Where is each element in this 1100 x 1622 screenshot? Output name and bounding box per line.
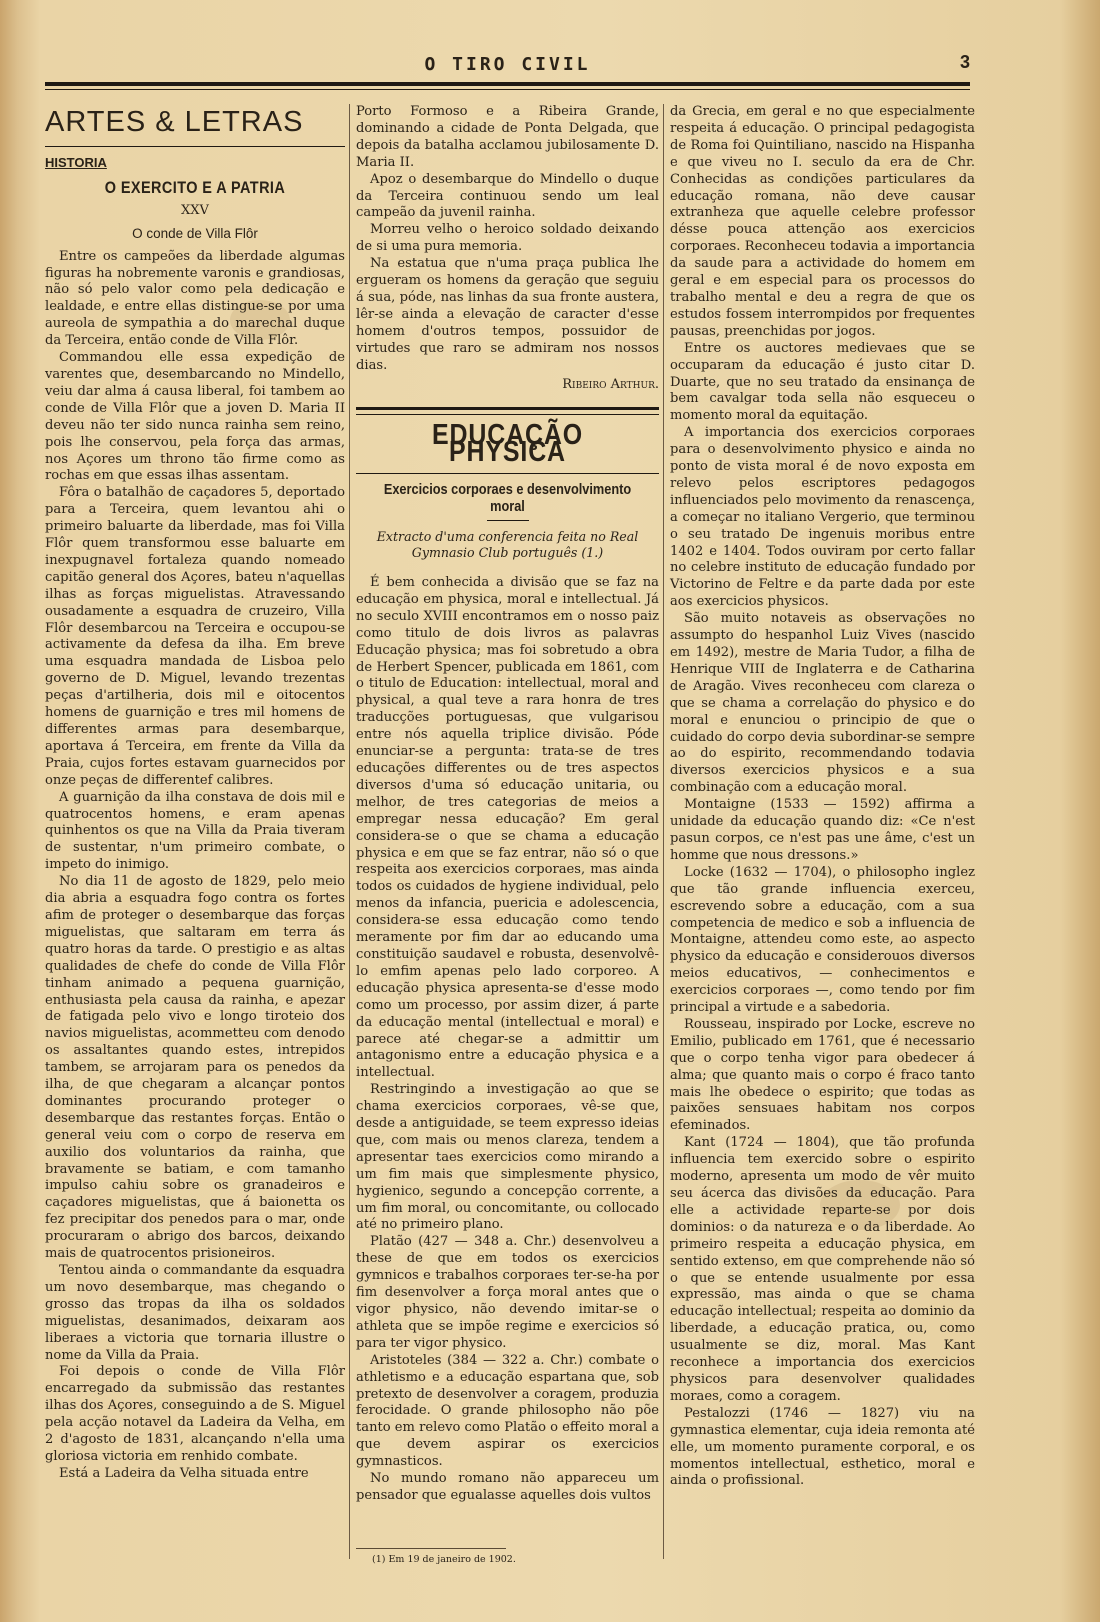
paragraph: No dia 11 de agosto de 1829, pelo meio dia abria a esquadra fogo contra os fortes afim de proteger o desembarque das forças miguelistas, que saltaram em terra ás quatro horas da tarde. O prestigio e as altas qualidades de chefe do conde de Villa Flôr tinham animado a pequena guarnição, enthusiasta pela causa da rainha, e apezar de fatigada pelo vivo e longo tiroteio dos navios miguelistas, acommetteu com denodo os assaltantes quando estes, intrepidos tambem, se arrojaram para os penedos da ilha, de que chegaram a alcançar pontos dominantes procurando proteger o desembarque das restantes forças. Então o general veiu com o corpo de reserva em auxilio dos voluntarios da rainha, que bravamente se batiam, e com tamanho impulso cahiu sobre os granadeiros e caçadores miguelistas, que á baionetta os fez precipitar dos penedos para o mar, onde procuraram o abrigo dos barcos, deixando mais de quatrocentos prisioneiros. (45, 874, 345, 1262)
paragraph: A importancia dos exercicios corporaes para o desenvolvimento physico e ainda no ponto de vista moral é de novo exposta em relevo pelos escriptores pedagogos influenciados pelo movimento da renascença, a começar no italiano Vergerio, que terminou o seu tratado De ingenuis moribus entre 1402 e 1404. Todos ouviram por certo fallar no celebre instituto de educação fundado por Victorino de Feltre e da parte dada por este aos exercicios physicos. (670, 425, 975, 610)
paragraph: No mundo romano não appareceu um pensador que egualasse aquelles dois vultos (356, 1471, 659, 1503)
paragraph: Pestalozzi (1746 — 1827) viu na gymnastica elementar, cuja ideia remonta até elle, um momento puramente corporal, e os momentos intellectual, esthetico, moral e ainda o profissional. (670, 1405, 975, 1489)
paragraph: Aristoteles (384 — 322 a. Chr.) combate o athletismo e a educação espartana que, sob pretexto de desenvolver a coragem, produzia ferocidade. O grande philosopho não põe tanto em relevo como Platão o effeito moral a que devem aspirar os exercicios gymnasticos. (356, 1352, 659, 1470)
paragraph: Morreu velho o heroico soldado deixando de si uma pura memoria. (356, 222, 659, 255)
article-kicker: HISTORIA (45, 155, 107, 170)
paragraph: Porto Formoso e a Ribeira Grande, dominando a cidade de Ponta Delgada, que depois da batalha acclamou jubilosamente D. Maria II. (356, 104, 659, 170)
newspaper-title: O TIRO CIVIL (424, 54, 591, 75)
masthead-rule (45, 82, 970, 86)
section-rule (45, 146, 345, 147)
paragraph: Montaigne (1533 — 1592) affirma a unidade da educação quando diz: «Ce n'est pasun corpos, ce n'est pas une âme, c'est un homme que nous dressons.» (670, 797, 975, 863)
article-subtitle: Exercicios corporaes e desenvolvimento moral (383, 481, 632, 516)
footnote-rule (356, 1548, 506, 1549)
column-3 (670, 104, 975, 1490)
paragraph: Tentou ainda o commandante da esquadra um novo desembarque, mas chegando o grosso das tropas da ilha os soldados miguelistas, desanimados, deixaram aos liberaes a victoria que tornaria illustre o nome da Villa da Praia. (45, 1263, 345, 1363)
paragraph: Locke (1632 — 1704), o philosopho inglez que tão grande influencia exerceu, escrevendo sobre a educação, com a sua competencia de medico e sob a influencia de Montaigne, attendeu como este, ao aspecto physico da educação e considerouos diversos meios educativos, — conhecimentos e exercicios corporaes —, como tendo por fim principal a virtude e a sabedoria. (670, 864, 975, 1016)
short-rule (487, 520, 529, 521)
paragraph: A guarnição da ilha constava de dois mil e quatrocentos homens, e eram apenas quinhentos os que na Villa da Praia tiveram de sustentar, n'um primeiro combate, o impeto do inimigo. (45, 789, 345, 873)
paragraph: Platão (427 — 348 a. Chr.) desenvolveu a these de que em todos os exercicios gymnicos e trabalhos corporaes ter-se-ha por fim desenvolver a força moral antes que o vigor physico, não devendo imitar-se o athleta que se impõe regime e exercicios só para ter vigor physico. (356, 1234, 659, 1351)
paragraph: Rousseau, inspirado por Locke, escreve no Emilio, publicado em 1761, que é necessario que o corpo tenha vigor para obedecer á alma; que quanto mais o corpo é fraco tanto mais lhe obedece o espirito; que todas as paixões sensuaes habitam nos corpos efeminados. (670, 1016, 975, 1134)
paragraph: Na estatua que n'uma praça publica lhe ergueram os homens da geração que seguiu á sua, póde, nas linhas da sua fronte austera, lêr-se ainda a elevação de caracter d'esse homem d'outros tempos, possuidor de virtudes que raro se admiram nos nossos dias. (356, 256, 659, 373)
footnote: (1) Em 19 de janeiro de 1902. (372, 1554, 516, 1565)
paragraph: Está a Ladeira da Velha situada entre (59, 1465, 309, 1481)
author-signature: Ribeiro Arthur. (562, 376, 659, 392)
paragraph: Fôra o batalhão de caçadores 5, deportado para a Terceira, quem levantou ahi o primeiro baluarte da liberdade, mas foi Villa Flôr quem transformou esse baluarte em inexpugnavel fortaleza quando nomeado capitão general dos Açores, bateu n'aquellas ilhas as forças miguelistas. Atravessando ousadamente a esquadra de cruzeiro, Villa Flôr desembarcou na Terceira e occupou-se activamente da defesa da ilha. Em breve uma esquadra mandada de Lisboa pelo governo de D. Miguel, levando trezentas peças d'artilheria, dois mil e oitocentos homens de guarnição e tres mil homens de differentes armas para desembarque, aportava á Terceira, em frente da Villa da Praia, cujos fortes estavam guarnecidos por onze peças de differentef calibres. (45, 485, 345, 788)
paragraph: Entre os auctores medievaes que se occuparam da educação é justo citar D. Duarte, que no seu tratado da ensinança de bem cavalgar toda sella não esqueceu o momento moral da equitação. (670, 340, 975, 424)
article-extract-note: Extracto d'uma conferencia feita no Real Gymnasio Club português (1.) (376, 529, 639, 561)
paragraph: Entre os campeões da liberdade algumas figuras ha nobremente varonis e grandiosas, não só pelo valor como pela dedicação e lealdade, e entre ellas distingue-se por uma aureola de sympathia a do marechal duque da Terceira, então conde de Villa Flôr. (45, 248, 345, 349)
title-rule (356, 473, 659, 474)
paragraph: Restringindo a investigação ao que se chama exercicios corporaes, vê-se que, desde a antiguidade, se teem expresso ideias que, com mais ou menos clareza, tendem a apresentar taes exercicios como mirando a um fim mais que simplesmente physico, hygienico, segundo a concepção corrente, a um fim moral, ou concomitante, ou collocado até no primeiro plano. (356, 1082, 659, 1233)
column-2 (356, 104, 659, 1505)
column-1 (45, 104, 345, 1483)
page-number: 3 (959, 52, 970, 72)
column-divider (663, 104, 664, 1559)
article-separator (356, 407, 659, 415)
section-heading: ARTES & LETRAS (45, 106, 304, 138)
paragraph: Foi depois o conde de Villa Flôr encarregado da submissão das restantes ilhas dos Açores, conseguindo a de S. Miguel pela acção notavel da Ladeira da Velha, em 2 d'agosto de 1831, alcançando n'ella uma gloriosa victoria em renhido combate. (45, 1364, 345, 1464)
paragraph: É bem conhecida a divisão que se faz na educação em physica, moral e intellectual. Já no seculo XVIII encontramos em o nosso paiz como titulo de dois livros as palavras Educação physica; mas foi sobretudo a obra de Herbert Spencer, publicada em 1861, com o titulo de Education: intellectual, moral and physical, a qual teve a rara honra de tres traducções portuguesas, que vulgarisou entre nós aquella triplice divisão. Póde enunciar-se a pergunta: trata-se de tres educações differentes ou de tres aspectos diversos d'uma só educação unitaria, ou melhor, de tres categorias de meios a empregar nessa educação? Em geral considera-se o que se chama a educação physica e em que se faz entrar, não só o que respeita aos exercicios corporaes, mas ainda todos os cuidados de hygiene individual, pelo menos da infancia, puericia e adolescencia, considera-se essa educação como tendo meramente por fim dar ao educando uma constituição saudavel e robusta, desenvolvê-lo emfim apenas pelo lado corporeo. A educação physica apresenta-se d'esse modo como um processo, por assim dizer, á parte da educação mental (intellectual e moral) e parece até chegar-se a admittir um antagonismo entre a educação physica e a intellectual. (356, 575, 659, 1081)
paragraph: São muito notaveis as observações no assumpto do hespanhol Luiz Vives (nascido em 1492), mestre de Maria Tudor, a filha de Henrique VIII de Inglaterra e de Catharina de Aragão. Vives reconheceu com clareza o que se chama a correlação do physico e do moral e enunciou o principio de que o cuidado do corpo devia subordinar-se sempre ao do espirito, recommendando todavia diversos exercicios physicos e a sua combinação com a educação moral. (670, 611, 975, 796)
article-number: XXV (181, 202, 209, 218)
column-divider (349, 104, 350, 1559)
article-title: EDUCAÇÃO PHYSICA (432, 419, 583, 469)
paragraph: da Grecia, em geral e no que especialmente respeita á educação. O principal pedagogista de Roma foi Quintiliano, nascido na Hispanha e que viveu no I. seculo da era de Chr. Conhecidas as condições particulares da educação romana, não deve causar extranheza que aquelle celebre professor désse pouca attenção aos exercicios corporaes. Reconheceu todavia a importancia da saude para a actividade do homem em geral e em especial para os processos do trabalho mental e deu a regra de que os estudos fossem interrompidos por frequentes pausas, preenchidas por jogos. (670, 104, 975, 339)
paragraph: Apoz o desembarque do Mindello o duque da Terceira continuou sendo um leal campeão da juvenil rainha. (356, 171, 659, 221)
article-title: O EXERCITO E A PATRIA (104, 177, 286, 197)
paragraph: Kant (1724 — 1804), que tão profunda influencia tem exercido sobre o espirito moderno, apresenta um modo de vêr muito seu ácerca das divisões da educação. Para elle a actividade reparte-se por dois dominios: o da natureza e o da liberdade. Ao primeiro respeita a educação physica, em sentido extenso, em que comprehende não só o que se entende usualmente por essa expressão, mas ainda o que se chama educação intellectual; respeita ao dominio da liberdade, a educação pratica, ou, como usualmente se diz, moral. Mas Kant reconhece a importancia dos exercicios physicos para desenvolver qualidades moraes, como a coragem. (670, 1135, 975, 1404)
masthead-rule-thin (45, 89, 970, 90)
paragraph: Commandou elle essa expedição de varentes que, desembarcando no Mindello, veiu dar alma á causa liberal, foi tambem ao conde de Villa Flôr que a joven D. Maria II deveu não ter sido nunca rainha sem reino, pois lhe conservou, pela força das armas, nos Açores um throno tão firme como as rochas em que essas ilhas assentam. (45, 350, 345, 484)
article-subtitle: O conde de Villa Flôr (132, 225, 258, 241)
